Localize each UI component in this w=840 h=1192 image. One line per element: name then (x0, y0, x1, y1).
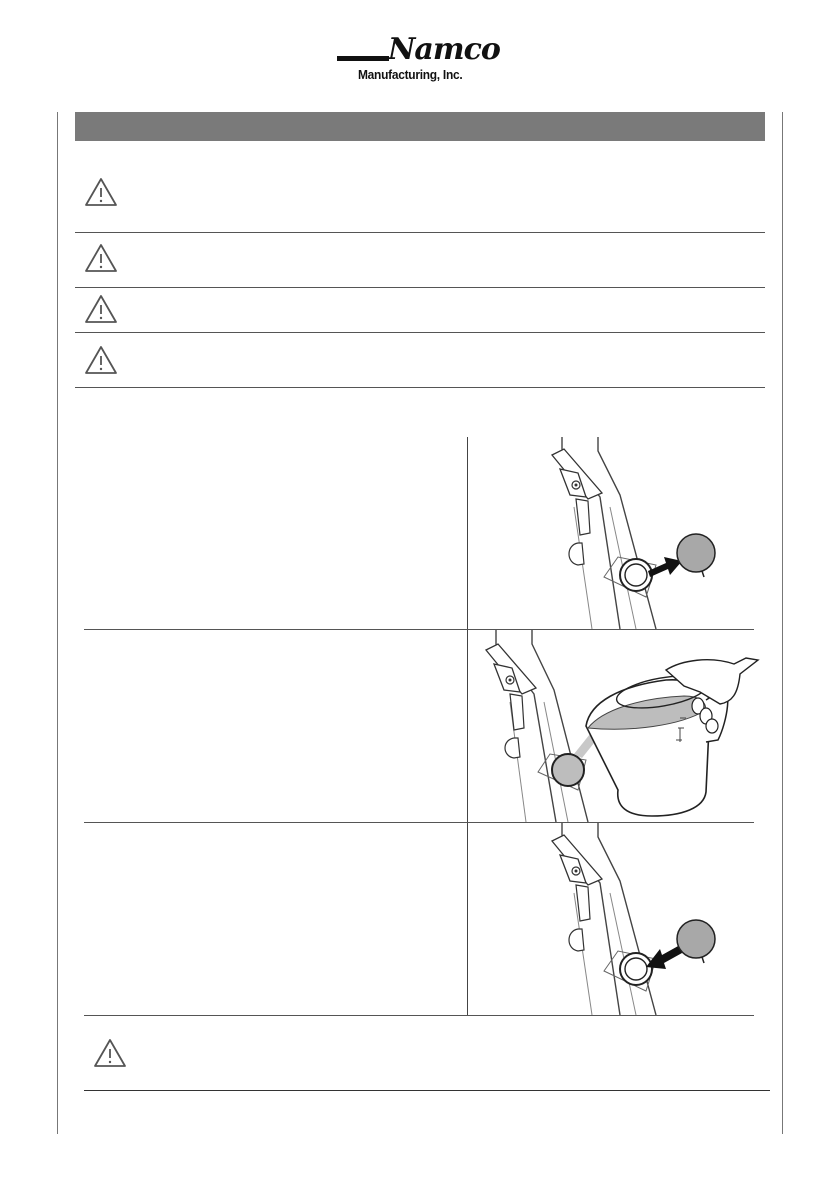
step-column-divider (467, 437, 468, 1015)
divider (84, 1090, 770, 1091)
section-title (75, 118, 85, 134)
pour-water-illustration (470, 630, 760, 822)
warning-row-4 (75, 333, 765, 387)
remove-cap-illustration (470, 437, 760, 629)
right-margin-rule (782, 112, 783, 1134)
warning-triangle-icon (93, 1038, 127, 1068)
company-logo (332, 32, 508, 88)
final-warning-row (84, 1016, 770, 1090)
replace-cap-illustration (470, 823, 760, 1015)
warning-row-2 (75, 233, 765, 287)
logo-word: Namco (388, 32, 500, 67)
divider (75, 387, 765, 388)
logo-subtitle: Manufacturing, Inc. (358, 67, 463, 82)
warning-triangle-icon (84, 345, 118, 375)
warning-triangle-icon (84, 294, 118, 324)
warning-row-1 (75, 160, 765, 232)
section-title-bar (75, 112, 765, 141)
warning-row-3 (75, 288, 765, 332)
logo-bar (337, 56, 389, 61)
left-margin-rule (57, 112, 58, 1134)
warning-triangle-icon (84, 243, 118, 273)
warning-triangle-icon (84, 177, 118, 207)
